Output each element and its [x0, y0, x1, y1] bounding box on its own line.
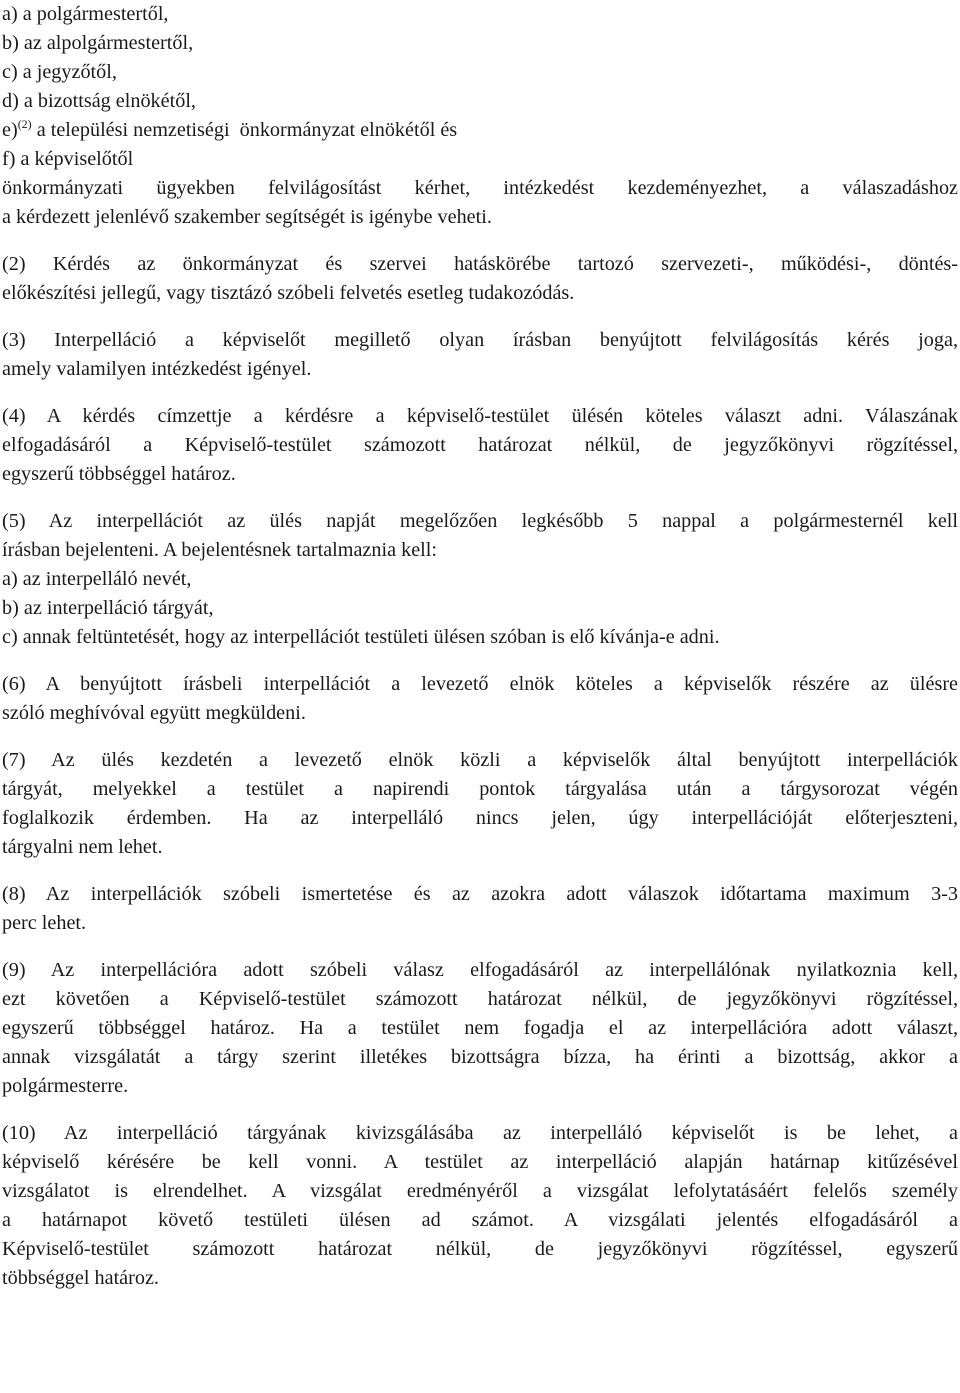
intro-item-e [2, 116, 958, 145]
paragraph-line: polgármesterre. [2, 1075, 129, 1097]
intro-line: önkormányzati ügyekben felvilágosítást kérhet, intézkedést kezdeményezhet, a válaszadáshoz [2, 177, 958, 199]
paragraph-list [2, 250, 958, 1293]
paragraph-line: a határnapot követő testületi ülésen ad számot. A vizsgálati jelentés elfogadásáról a [2, 1209, 958, 1231]
paragraph-line: egyszerű többséggel határoz. [2, 463, 236, 485]
paragraph [2, 880, 958, 938]
paragraph [2, 250, 958, 308]
paragraph [2, 1119, 958, 1293]
intro-item-a: a) a polgármestertől, [2, 3, 169, 25]
paragraph-line: írásban bejelenteni. A bejelentésnek tartalmaznia kell: [2, 539, 437, 561]
intro-item-f: f) a képviselőtől [2, 148, 134, 170]
paragraph [2, 670, 958, 728]
paragraph-line: (2) Kérdés az önkormányzat és szervei hatáskörébe tartozó szervezeti-, működési-, döntés- [2, 253, 958, 275]
paragraph-line: tárgyalni nem lehet. [2, 836, 163, 858]
paragraph-line: vizsgálatot is elrendelhet. A vizsgálat eredményéről a vizsgálat lefolytatásáért felelős személy [2, 1180, 958, 1202]
paragraph-line: annak vizsgálatát a tárgy szerint illetékes bizottságra bízza, ha érinti a bizottság, akkor a [2, 1046, 958, 1068]
intro-line: a kérdezett jelenlévő szakember segítségét is igénybe veheti. [2, 206, 492, 228]
paragraph-line: (3) Interpelláció a képviselőt megillető olyan írásban benyújtott felvilágosítás kérés joga, [2, 329, 958, 351]
paragraph-line: ezt követően a Képviselő-testület számozott határozat nélkül, de jegyzőkönyvi rögzítéssel, [2, 988, 958, 1010]
paragraph-line: többséggel határoz. [2, 1267, 159, 1289]
paragraph-line: perc lehet. [2, 912, 87, 934]
paragraph-line: (7) Az ülés kezdetén a levezető elnök közli a képviselők által benyújtott interpellációk [2, 749, 958, 771]
paragraph-line: (9) Az interpellációra adott szóbeli válasz elfogadásáról az interpellálónak nyilatkoznia kell, [2, 959, 958, 981]
paragraph-line: egyszerű többséggel határoz. Ha a testület nem fogadja el az interpellációra adott választ, [2, 1017, 958, 1039]
paragraph [2, 507, 958, 652]
paragraph-line: képviselő kérésére be kell vonni. A testület az interpelláció alapján határnap kitűzésével [2, 1151, 958, 1173]
paragraph-line: (8) Az interpellációk szóbeli ismertetése és az azokra adott válaszok időtartama maximum 3-3 [2, 883, 958, 905]
intro-item-d: d) a bizottság elnökétől, [2, 90, 196, 112]
paragraph-line: elfogadásáról a Képviselő-testület számozott határozat nélkül, de jegyzőkönyvi rögzítéssel, [2, 434, 958, 456]
paragraph-line: Képviselő-testület számozott határozat nélkül, de jegyzőkönyvi rögzítéssel, egyszerű [2, 1238, 958, 1260]
item-e-prefix: e) [2, 119, 18, 141]
paragraph-line: (10) Az interpelláció tárgyának kivizsgálásába az interpelláló képviselőt is be lehet, a [2, 1122, 958, 1144]
paragraph-line: tárgyát, melyekkel a testület a napirendi pontok tárgyalása után a tárgysorozat végén [2, 778, 958, 800]
footnote-reference: (2) [17, 117, 32, 131]
paragraph-line: b) az interpelláció tárgyát, [2, 597, 214, 619]
paragraph-line: a) az interpelláló nevét, [2, 568, 192, 590]
paragraph-line: (5) Az interpellációt az ülés napját megelőzően legkésőbb 5 nappal a polgármesternél kell [2, 510, 958, 532]
intro-item-c: c) a jegyzőtől, [2, 61, 117, 83]
paragraph-line: (4) A kérdés címzettje a kérdésre a képviselő-testület ülésén köteles választ adni. Válaszának [2, 405, 958, 427]
intro-item-b: b) az alpolgármestertől, [2, 32, 194, 54]
paragraph-line: szóló meghívóval együtt megküldeni. [2, 702, 306, 724]
item-e-text: a települési nemzetiségi önkormányzat elnökétől és [31, 119, 458, 141]
paragraph [2, 956, 958, 1101]
paragraph-line: c) annak feltüntetését, hogy az interpellációt testületi ülésen szóban is elő kívánja-e adni. [2, 626, 720, 648]
paragraph [2, 746, 958, 862]
paragraph [2, 326, 958, 384]
paragraph-line: (6) A benyújtott írásbeli interpellációt a levezető elnök köteles a képviselők részére az ülésre [2, 673, 958, 695]
intro-section [2, 0, 958, 232]
paragraph-line: foglalkozik érdemben. Ha az interpelláló nincs jelen, úgy interpellációját előterjeszteni, [2, 807, 958, 829]
paragraph [2, 402, 958, 489]
paragraph-line: előkészítési jellegű, vagy tisztázó szóbeli felvetés esetleg tudakozódás. [2, 282, 575, 304]
paragraph-line: amely valamilyen intézkedést igényel. [2, 358, 312, 380]
